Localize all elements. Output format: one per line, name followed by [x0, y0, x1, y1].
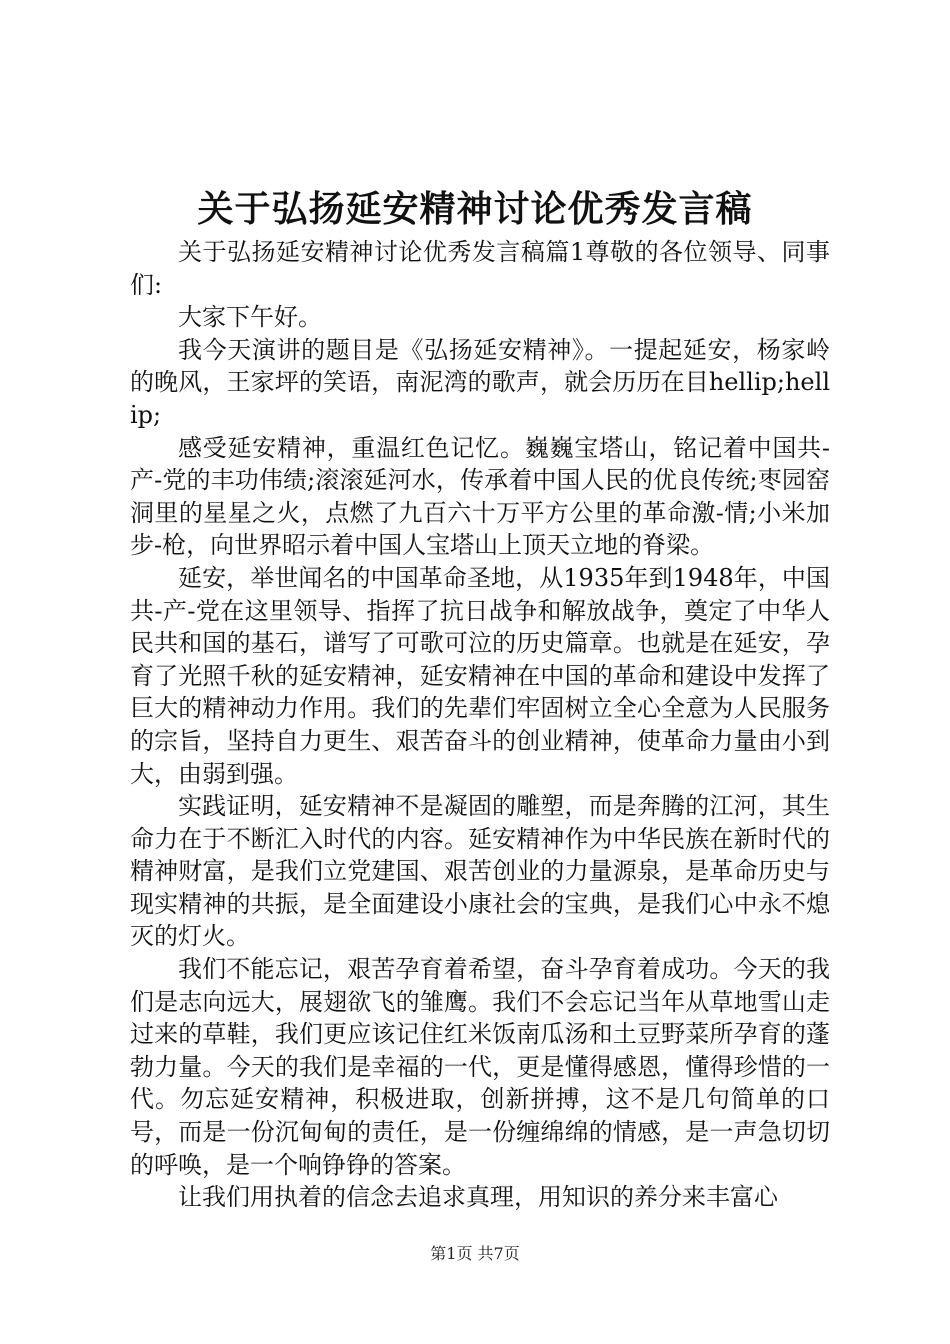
- paragraph-3: 我今天演讲的题目是《弘扬延安精神》。一提起延安，杨家岭的晚风，王家坪的笑语，南泥湾的歌声，就会历历在目hellip;hellip;: [130, 335, 830, 429]
- document-body: [130, 236, 830, 1214]
- paragraph-5: 延安，举世闻名的中国革命圣地，从1935年到1948年，中国共-产-党在这里领导、指挥了抗日战争和解放战争，奠定了中华人民共和国的基石，谱写了可歌可泣的历史篇章。也就是在延安，孕育了光照千秋的延安精神，延安精神在中国的革命和建设中发挥了巨大的精神动力作用。我们的先辈们牢固树立全心全意为人民服务的宗旨，坚持自力更生、艰苦奋斗的创业精神，使革命力量由小到大，由弱到强。: [130, 563, 830, 788]
- page-number-footer: 第1页 共7页: [430, 1244, 520, 1263]
- paragraph-2: 大家下午好。: [178, 303, 322, 332]
- paragraph-4: 感受延安精神，重温红色记忆。巍巍宝塔山，铭记着中国共-产-党的丰功伟绩;滚滚延河水，传承着中国人民的优良传统;枣园窑洞里的星星之火，点燃了九百六十万平方公里的革命激-情;小米加步-枪，向世界昭示着中国人宝塔山上顶天立地的脊梁。: [130, 433, 830, 560]
- paragraph-6: 实践证明，延安精神不是凝固的雕塑，而是奔腾的江河，其生命力在于不断汇入时代的内容。延安精神作为中华民族在新时代的精神财富，是我们立党建国、艰苦创业的力量源泉，是革命历史与现实精神的共振，是全面建设小康社会的宝典，是我们心中永不熄灭的灯火。: [130, 792, 830, 951]
- paragraph-1: 关于弘扬延安精神讨论优秀发言稿篇1尊敬的各位领导、同事们:: [130, 238, 830, 299]
- document-title: 关于弘扬延安精神讨论优秀发言稿: [197, 189, 753, 230]
- paragraph-7: 我们不能忘记，艰苦孕育着希望，奋斗孕育着成功。今天的我们是志向远大，展翅欲飞的雏鹰。我们不会忘记当年从草地雪山走过来的草鞋，我们更应该记住红米饭南瓜汤和土豆野菜所孕育的蓬勃力量。今天的我们是幸福的一代，更是懂得感恩，懂得珍惜的一代。勿忘延安精神，积极进取，创新拼搏，这不是几句简单的口号，而是一份沉甸甸的责任，是一份缠绵绵的情感，是一声急切切的呼唤，是一个响铮铮的答案。: [130, 955, 830, 1179]
- paragraph-8: 让我们用执着的信念去追求真理，用知识的养分来丰富心: [178, 1183, 778, 1212]
